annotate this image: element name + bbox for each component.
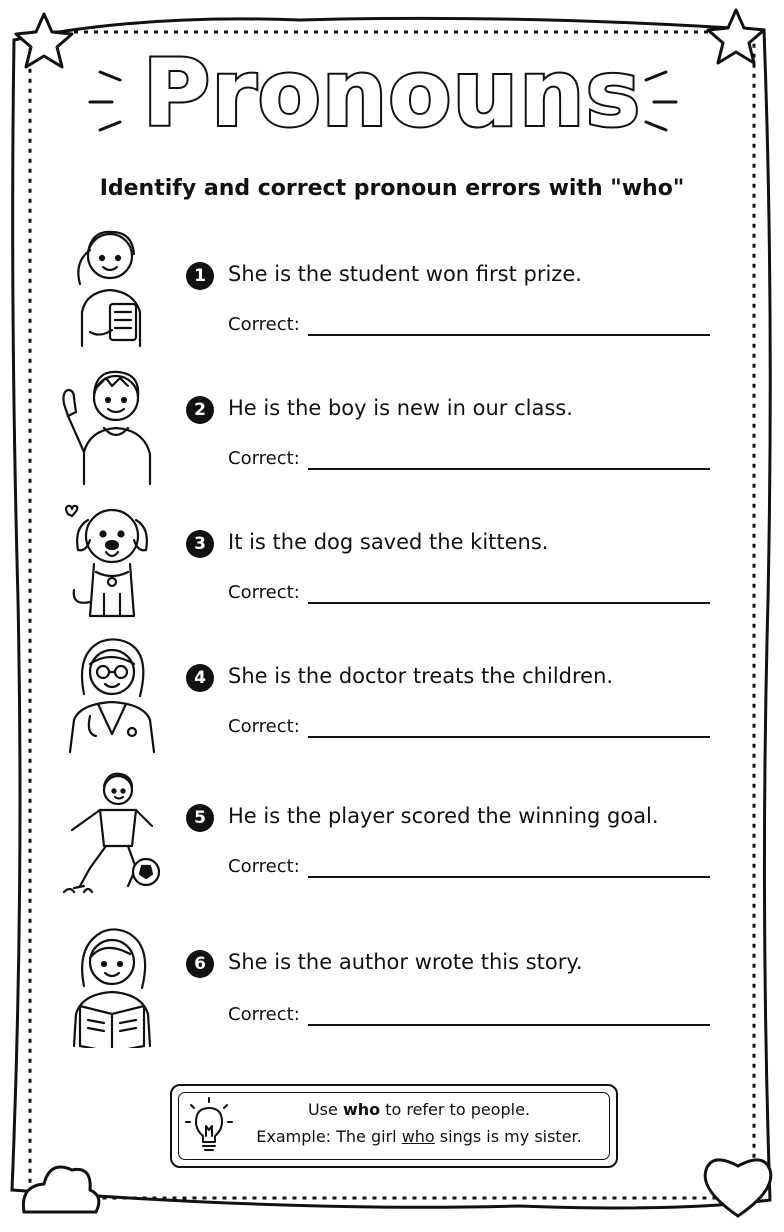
lightbulb-icon [184,1096,234,1154]
correct-label: Correct: [228,314,300,335]
dog-icon [60,490,164,620]
answer-line[interactable] [308,334,710,336]
item-number-badge: 3 [186,530,214,558]
answer-line[interactable] [308,468,710,470]
item-number-badge: 6 [186,950,214,978]
item-number-badge: 1 [186,262,214,290]
exercise-item-2 [60,356,730,486]
correct-label: Correct: [228,716,300,737]
page-subtitle: Identify and correct pronoun errors with "who" [99,176,685,201]
item-number-badge: 4 [186,664,214,692]
correct-label: Correct: [228,448,300,469]
item-sentence: She is the author wrote this story. [228,950,583,974]
heart-icon [705,1160,771,1216]
answer-line[interactable] [308,736,710,738]
exercise-item-6 [60,918,730,1048]
exercise-item-5 [60,768,730,898]
item-sentence: He is the boy is new in our class. [228,396,573,420]
item-number-badge: 5 [186,804,214,832]
answer-line[interactable] [308,1024,710,1026]
tip-keyword: who [342,1100,381,1119]
item-sentence: She is the student won first prize. [228,262,582,286]
exercise-item-1 [60,222,730,352]
correct-label: Correct: [228,856,300,877]
girl-reading-icon [60,918,164,1048]
item-number-badge: 2 [186,396,214,424]
correct-label: Correct: [228,1004,300,1025]
tip-box [170,1084,618,1168]
correct-label: Correct: [228,582,300,603]
answer-line[interactable] [308,876,710,878]
tip-example-keyword: who [401,1127,435,1146]
answer-line[interactable] [308,602,710,604]
page-title: Pronouns [142,40,642,147]
item-sentence: She is the doctor treats the children. [228,664,614,688]
item-sentence: He is the player scored the winning goal. [228,804,659,828]
tip-example-text: Example: The girl who sings is my sister. [256,1127,582,1146]
exercise-item-3 [60,490,730,620]
doctor-icon [60,624,164,754]
girl-with-tablet-icon [60,222,164,352]
cloud-icon [23,1167,98,1212]
exercise-item-4 [60,624,730,754]
tip-rule-text: Use who to refer to people. [307,1100,531,1119]
item-sentence: It is the dog saved the kittens. [228,530,549,554]
soccer-player-icon [60,768,164,898]
waving-boy-icon [60,356,164,486]
